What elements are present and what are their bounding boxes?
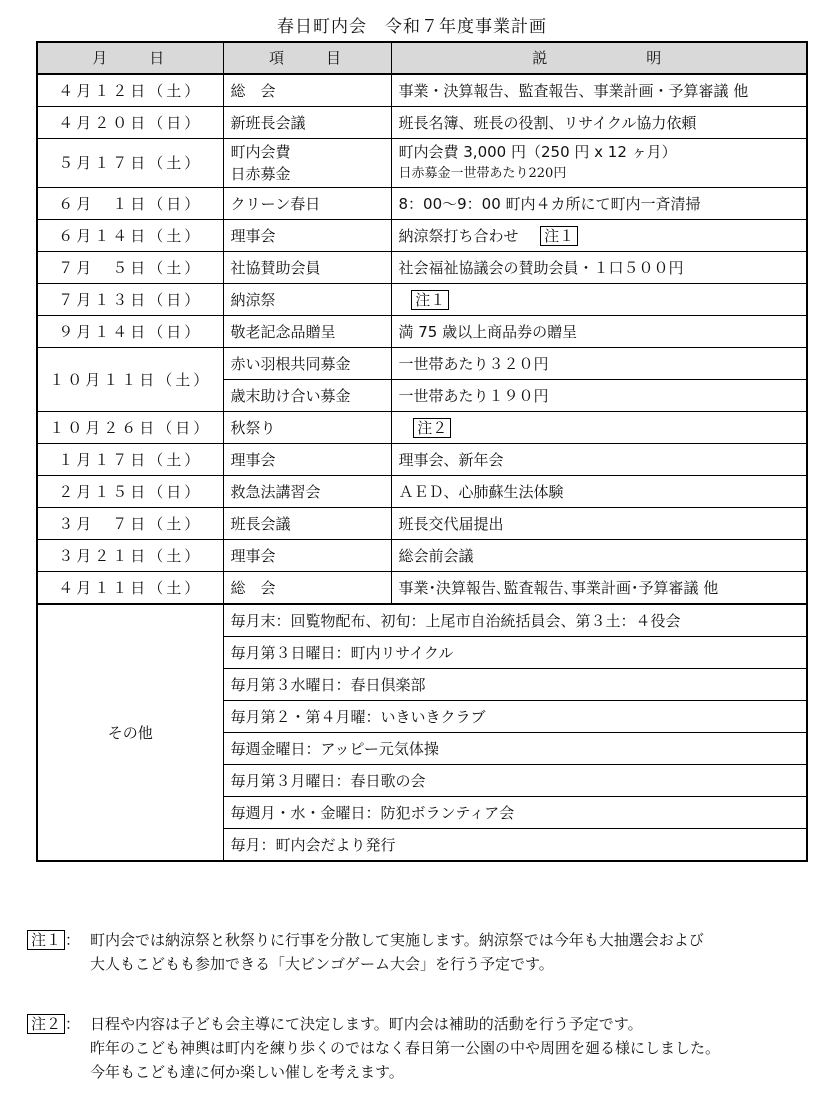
row-date: ４月１１日（土） xyxy=(37,572,223,605)
row-item: 納涼祭 xyxy=(223,284,391,316)
schedule-table xyxy=(36,41,808,862)
table-row xyxy=(37,572,807,605)
row-date: ５月１７日（土） xyxy=(37,139,223,188)
row-item-line: 日赤募金 xyxy=(230,165,291,183)
row-item: 新班長会議 xyxy=(223,107,391,139)
other-item: 毎月第２・第４月曜：いきいきクラブ xyxy=(223,701,807,733)
row-item: 秋祭り xyxy=(223,412,391,444)
row-desc xyxy=(391,139,807,188)
row-desc: 班長交代届提出 xyxy=(391,508,807,540)
table-row xyxy=(37,476,807,508)
header-item: 項 目 xyxy=(223,42,391,74)
note-1: 注１ ： 町内会では納涼祭と秋祭りに行事を分散して実施します。納涼祭では今年も大抽選会および 大人もこどもも参加できる「大ビンゴゲーム大会」を行う予定です。 xyxy=(27,928,824,976)
row-desc: 事業・決算報告、監査報告、事業計画・予算審議 他 xyxy=(391,74,807,107)
header-desc: 説 明 xyxy=(391,42,807,74)
row-date: ７月 ５日（土） xyxy=(37,252,223,284)
table-row xyxy=(37,139,807,188)
row-item xyxy=(223,139,391,188)
note-ref: 注１ xyxy=(411,290,449,310)
row-desc: 満 75 歳以上商品券の贈呈 xyxy=(391,316,807,348)
row-desc-text: 納涼祭打ち合わせ xyxy=(398,226,519,245)
row-desc-line: 日赤募金一世帯あたり220円 xyxy=(398,166,567,181)
row-date: ３月２１日（土） xyxy=(37,540,223,572)
page-title: 春日町内会 令和７年度事業計画 xyxy=(277,17,547,37)
table-row xyxy=(37,284,807,316)
row-item: 歳末助け合い募金 xyxy=(223,380,391,412)
row-desc: ＡＥＤ、心肺蘇生法体験 xyxy=(391,476,807,508)
note-2: 注２ ： 日程や内容は子ども会主導にて決定します。町内会は補助的活動を行う予定です。 昨年のこども神輿は町内を練り歩くのではなく春日第一公園の中や周囲を廻る様にしました。 今年もこども達に何か楽しい催しを考えます。 xyxy=(27,1012,824,1084)
table-row xyxy=(37,74,807,107)
row-date: １０月２６日（日） xyxy=(37,412,223,444)
other-item: 毎月末：回覧物配布、初旬：上尾市自治統括員会、第３土：４役会 xyxy=(223,604,807,637)
table-row xyxy=(37,316,807,348)
row-item: 敬老記念品贈呈 xyxy=(223,316,391,348)
row-date: １０月１１日（土） xyxy=(37,348,223,412)
other-item: 毎月第３水曜日：春日倶楽部 xyxy=(223,669,807,701)
row-item: 理事会 xyxy=(223,540,391,572)
row-desc: 一世帯あたり１９０円 xyxy=(391,380,807,412)
row-item: 理事会 xyxy=(223,444,391,476)
row-desc: 一世帯あたり３２０円 xyxy=(391,348,807,380)
other-row xyxy=(37,604,807,637)
row-desc: 理事会、新年会 xyxy=(391,444,807,476)
header-date: 月 日 xyxy=(37,42,223,74)
table-row xyxy=(37,107,807,139)
row-item: 社協賛助会員 xyxy=(223,252,391,284)
other-item: 毎月第３日曜日：町内リサイクル xyxy=(223,637,807,669)
row-item: 班長会議 xyxy=(223,508,391,540)
row-item: 救急法講習会 xyxy=(223,476,391,508)
row-item: 赤い羽根共同募金 xyxy=(223,348,391,380)
row-item-line: 町内会費 xyxy=(230,143,291,161)
row-item: 総 会 xyxy=(223,572,391,605)
row-date: ６月１４日（土） xyxy=(37,220,223,252)
other-label: その他 xyxy=(37,604,223,861)
row-date: ６月 １日（日） xyxy=(37,188,223,220)
note-ref: 注１ xyxy=(540,226,578,246)
table-row xyxy=(37,412,807,444)
row-desc: 事業･決算報告､監査報告､事業計画･予算審議 他 xyxy=(391,572,807,605)
row-desc xyxy=(391,284,807,316)
table-row xyxy=(37,220,807,252)
table-row xyxy=(37,348,807,380)
note-ref: 注２ xyxy=(413,418,451,438)
row-date: ２月１５日（日） xyxy=(37,476,223,508)
row-date: ３月 ７日（土） xyxy=(37,508,223,540)
row-desc: 社会福祉協議会の賛助会員・１口５００円 xyxy=(391,252,807,284)
row-item: クリーン春日 xyxy=(223,188,391,220)
note-tag: 注１ xyxy=(27,930,65,950)
table-row xyxy=(37,252,807,284)
table-row xyxy=(37,508,807,540)
row-desc xyxy=(391,412,807,444)
note-line: 今年もこども達に何か楽しい催しを考えます。 xyxy=(90,1063,404,1081)
note-tag: 注２ xyxy=(27,1014,65,1034)
note-line: 日程や内容は子ども会主導にて決定します。町内会は補助的活動を行う予定です。 xyxy=(90,1015,643,1033)
note-line: 昨年のこども神輿は町内を練り歩くのではなく春日第一公園の中や周囲を廻る様にしました。 xyxy=(90,1039,721,1057)
other-item: 毎週月・水・金曜日：防犯ボランティア会 xyxy=(223,797,807,829)
table-row xyxy=(37,444,807,476)
other-item: 毎月：町内会だより発行 xyxy=(223,829,807,862)
header-row xyxy=(37,42,807,74)
row-desc: 総会前会議 xyxy=(391,540,807,572)
other-item: 毎週金曜日：アッピー元気体操 xyxy=(223,733,807,765)
row-desc: 班長名簿、班長の役割、リサイクル協力依頼 xyxy=(391,107,807,139)
row-desc-line: 町内会費 3,000 円（250 円 x 12 ヶ月） xyxy=(398,143,677,161)
row-date: ９月１４日（日） xyxy=(37,316,223,348)
row-desc xyxy=(391,220,807,252)
row-date: １月１７日（土） xyxy=(37,444,223,476)
other-item: 毎月第３月曜日：春日歌の会 xyxy=(223,765,807,797)
row-date: ４月１２日（土） xyxy=(37,74,223,107)
note-line: 町内会では納涼祭と秋祭りに行事を分散して実施します。納涼祭では今年も大抽選会および xyxy=(90,931,704,949)
note-line: 大人もこどもも参加できる「大ビンゴゲーム大会」を行う予定です。 xyxy=(90,955,554,973)
table-row xyxy=(37,540,807,572)
table-row xyxy=(37,188,807,220)
row-item: 理事会 xyxy=(223,220,391,252)
row-date: ４月２０日（日） xyxy=(37,107,223,139)
row-date: ７月１３日（日） xyxy=(37,284,223,316)
row-item: 総 会 xyxy=(223,74,391,107)
row-desc: 8：00〜9：00 町内４カ所にて町内一斉清掃 xyxy=(391,188,807,220)
